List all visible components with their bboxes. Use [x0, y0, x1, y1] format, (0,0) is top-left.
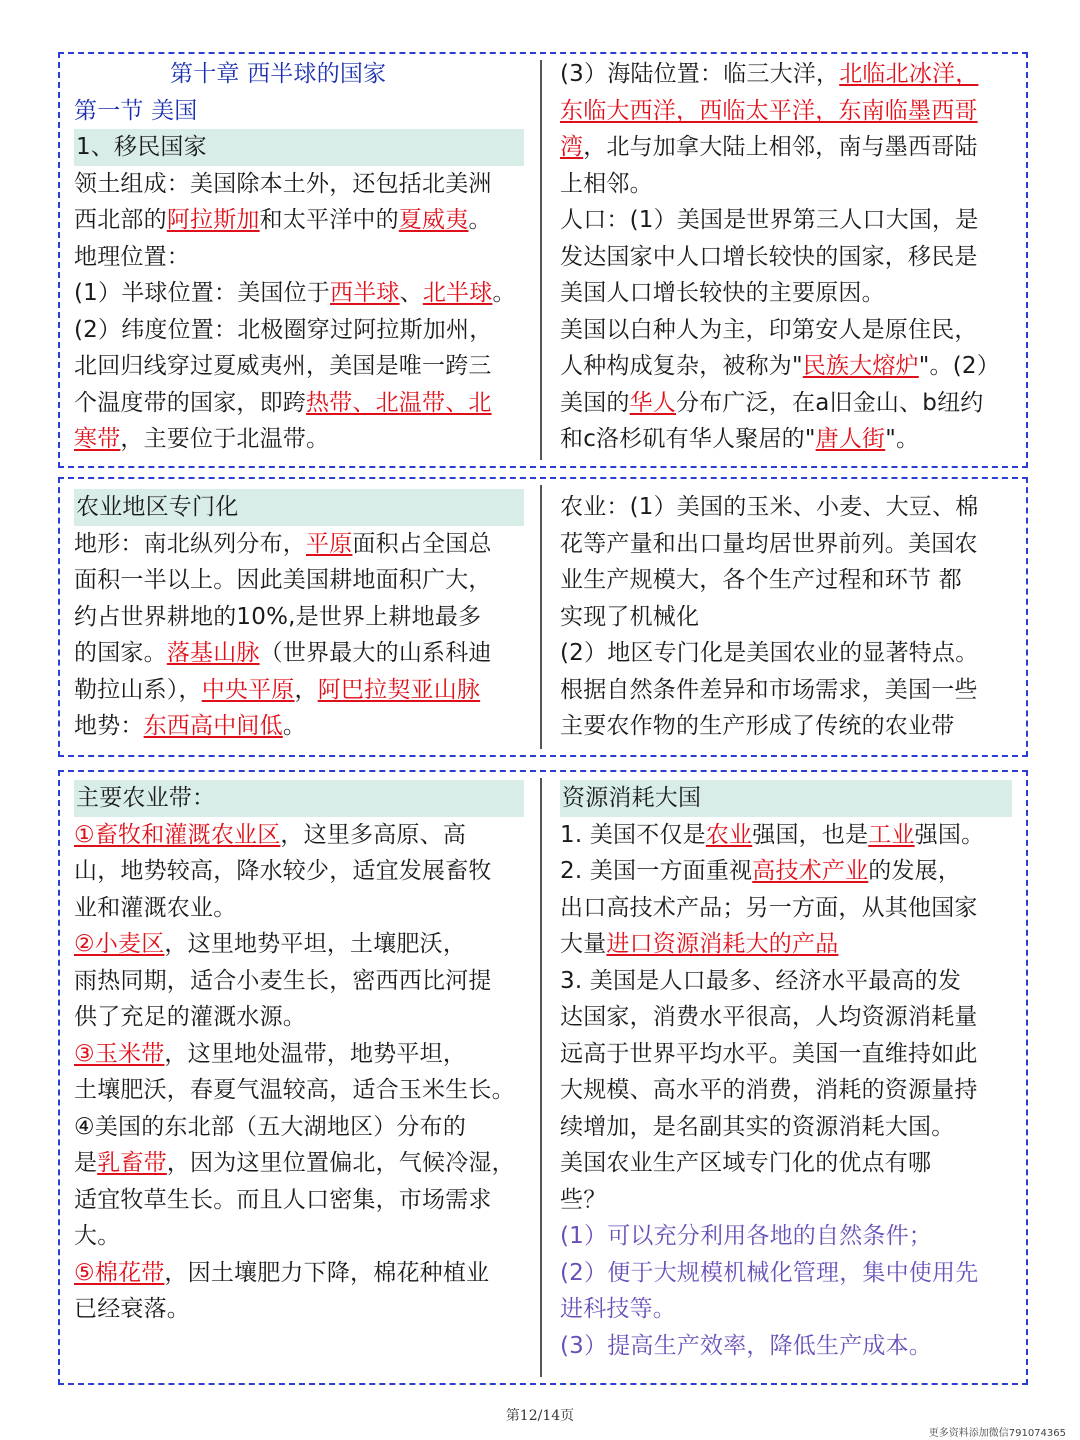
- text-line: ①畜牧和灌溉农业区，这里多高原、高: [74, 821, 467, 848]
- keyword: 平原: [306, 530, 353, 557]
- text-line: 人口：(1）美国是世界第三人口大国，是: [560, 207, 979, 233]
- keyword: 中央平原: [201, 676, 295, 703]
- left-column: [74, 489, 524, 745]
- heading-resource-consumption: 资源消耗大国: [560, 780, 1012, 817]
- heading-agriculture: 农业地区专门化: [74, 489, 524, 526]
- text-line: (2）地区专门化是美国农业的显著特点。: [560, 640, 979, 666]
- text-line: 2. 美国一方面重视高技术产业的发展，: [560, 858, 962, 884]
- keyword: 夏威夷: [398, 207, 469, 233]
- column-divider: [540, 778, 542, 1377]
- keyword: 北半球: [422, 280, 493, 306]
- text-line: 美国以白种人为主，印第安人是原住民，: [560, 316, 978, 343]
- right-column: [560, 56, 1012, 458]
- keyword: 工业: [868, 821, 915, 848]
- text-line: 主要农作物的生产形成了传统的农业带: [560, 713, 955, 739]
- text-line: 达国家，消费水平很高，人均资源消耗量: [560, 1004, 978, 1030]
- text-line: 领土组成：美国除本土外，还包括北美洲: [74, 170, 492, 197]
- text-line: 已经衰落。: [74, 1296, 190, 1322]
- text-line: 远高于世界平均水平。美国一直维持如此: [560, 1040, 978, 1067]
- text-line: 3. 美国是人口最多、经济水平最高的发: [560, 967, 962, 994]
- text-line: ④美国的东北部（五大湖地区）分布的: [74, 1113, 467, 1140]
- text-line: 寒带，主要位于北温带。: [74, 426, 330, 452]
- text-line: 业生产规模大，各个生产过程和环节 都: [560, 567, 962, 593]
- answer-line: (2）便于大规模机械化管理，集中使用先: [560, 1259, 979, 1286]
- text-line: (1）半球位置：美国位于西半球、北半球。: [74, 280, 516, 306]
- text-line: 发达国家中人口增长较快的国家，移民是: [560, 243, 978, 270]
- keyword: 东临大西洋，西临太平洋，东南临墨西哥: [560, 97, 978, 124]
- keyword: 西半球: [330, 280, 400, 306]
- text-line: 美国人口增长较快的主要原因。: [560, 280, 885, 306]
- keyword: 寒带: [74, 426, 121, 452]
- keyword: ③玉米带: [74, 1040, 165, 1067]
- keyword: ①畜牧和灌溉农业区: [74, 821, 281, 848]
- text-line: 的国家。落基山脉（世界最大的山系科迪: [74, 640, 492, 666]
- answer-line: (3）提高生产效率，降低生产成本。: [560, 1332, 933, 1359]
- text-line: 续增加，是名副其实的资源消耗大国。: [560, 1113, 955, 1140]
- section-box-agriculture: [58, 477, 1028, 757]
- keyword: 乳畜带: [97, 1150, 167, 1176]
- text-line: 出口高技术产品；另一方面，从其他国家: [560, 894, 978, 921]
- left-column: [74, 780, 524, 1328]
- heading-immigration: 1、移民国家: [74, 129, 524, 166]
- text-line: 地势：东西高中间低。: [74, 713, 307, 739]
- answer-line: (1）可以充分利用各地的自然条件；: [560, 1223, 933, 1249]
- answer-line: 进科技等。: [560, 1296, 676, 1322]
- text-line: 约占世界耕地的10%,是世界上耕地最多: [74, 603, 482, 630]
- text-line: 美国的华人分布广泛，在a旧金山、b纽约: [560, 389, 984, 416]
- text-line: 适宜牧草生长。而且人口密集，市场需求: [74, 1186, 492, 1213]
- keyword: ⑤棉花带: [74, 1259, 165, 1286]
- text-line: 个温度带的国家，即跨热带、北温带、北: [74, 389, 492, 416]
- keyword: 农业: [705, 821, 753, 848]
- keyword: 东西高中间低: [143, 713, 283, 739]
- text-line: 北回归线穿过夏威夷州，美国是唯一跨三: [74, 353, 492, 379]
- right-column: [560, 489, 1012, 745]
- text-line: 大规模、高水平的消费，消耗的资源量持: [560, 1077, 978, 1103]
- text-line: 实现了机械化: [560, 603, 700, 630]
- column-divider: [540, 60, 542, 460]
- chapter-title: 第十章 西半球的国家: [170, 61, 387, 87]
- text-line: ②小麦区，这里地势平坦，土壤肥沃，: [74, 931, 467, 957]
- text-line: 花等产量和出口量均居世界前列。美国农: [560, 530, 978, 557]
- keyword: 唐人街: [815, 426, 886, 452]
- text-line: 地理位置：: [74, 243, 190, 270]
- text-line: ③玉米带，这里地处温带，地势平坦，: [74, 1040, 467, 1067]
- text-line: 业和灌溉农业。: [74, 894, 237, 921]
- text-line: (2）纬度位置：北极圈穿过阿拉斯加州，: [74, 316, 493, 343]
- text-line: 是乳畜带，因为这里位置偏北，气候冷湿，: [74, 1150, 515, 1176]
- heading-agricultural-belts: 主要农业带：: [74, 780, 524, 817]
- text-line: 勒拉山系），中央平原，阿巴拉契亚山脉: [74, 676, 481, 703]
- text-line: 1. 美国不仅是农业强国，也是工业强国。: [560, 821, 985, 848]
- text-line: 大。: [74, 1223, 121, 1249]
- keyword: 阿巴拉契亚山脉: [317, 676, 481, 703]
- text-line: 根据自然条件差异和市场需求，美国一些: [560, 676, 978, 703]
- text-line: 和c洛杉矶有华人聚居的"唐人街"。: [560, 426, 920, 452]
- footer-note: 更多资料添加微信791074365: [928, 1428, 1066, 1439]
- keyword: 北临北冰洋，: [839, 61, 979, 87]
- text-line: 湾，北与加拿大陆上相邻，南与墨西哥陆: [560, 134, 978, 160]
- text-line: 土壤肥沃，春夏气温较高，适合玉米生长。: [74, 1077, 515, 1103]
- text-line: 大量进口资源消耗大的产品: [560, 931, 839, 957]
- keyword: ②小麦区: [74, 931, 165, 957]
- section-box-belts-resources: [58, 770, 1028, 1385]
- right-column: [560, 780, 1012, 1364]
- text-line: 上相邻。: [560, 170, 653, 197]
- text-line: 山，地势较高，降水较少，适宜发展畜牧: [74, 858, 492, 884]
- text-line: 面积一半以上。因此美国耕地面积广大，: [74, 567, 492, 593]
- keyword: 进口资源消耗大的产品: [606, 931, 839, 957]
- section-box-immigration: [58, 52, 1028, 468]
- text-line: 雨热同期，适合小麦生长，密西西比河提: [74, 967, 492, 994]
- text-line: (3）海陆位置：临三大洋，北临北冰洋，: [560, 61, 979, 87]
- keyword: 高技术产业: [752, 858, 869, 884]
- column-divider: [540, 485, 542, 749]
- text-line: 供了充足的灌溉水源。: [74, 1004, 306, 1030]
- text-line: 些？: [560, 1186, 607, 1213]
- page-number: 第12/14页: [505, 1408, 575, 1424]
- section-title: 第一节 美国: [74, 97, 198, 124]
- text-line: ⑤棉花带，因土壤肥力下降，棉花种植业: [74, 1259, 490, 1286]
- text-line: 美国农业生产区域专门化的优点有哪: [560, 1150, 932, 1176]
- text-line: 西北部的阿拉斯加和太平洋中的夏威夷。: [74, 207, 492, 233]
- keyword: 民族大熔炉: [802, 353, 919, 379]
- text-line: [560, 93, 1012, 130]
- text-line: 人种构成复杂，被称为"民族大熔炉"。(2）: [560, 353, 1000, 379]
- keyword: 阿拉斯加: [166, 207, 260, 233]
- keyword: 华人: [629, 389, 677, 416]
- text-line: 农业：(1）美国的玉米、小麦、大豆、棉: [560, 494, 979, 520]
- keyword: 落基山脉: [166, 640, 260, 666]
- text-line: 地形：南北纵列分布，平原面积占全国总: [74, 530, 492, 557]
- left-column: [74, 56, 524, 458]
- keyword: 热带、北温带、北: [306, 389, 492, 416]
- keyword: 湾: [560, 134, 584, 160]
